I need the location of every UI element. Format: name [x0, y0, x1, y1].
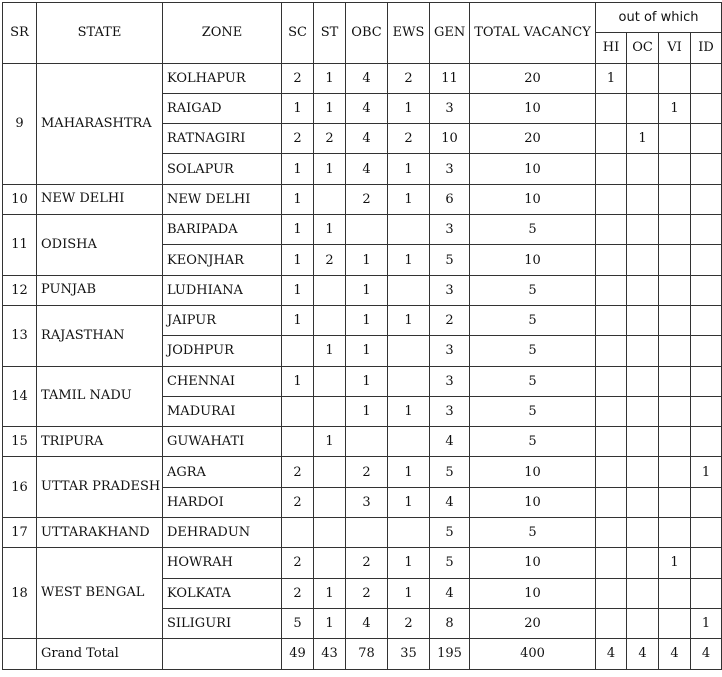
id-cell: [691, 427, 722, 457]
id-cell: 1: [691, 608, 722, 638]
grand-total-ews: 35: [388, 639, 430, 669]
ews-cell: [388, 336, 430, 366]
grand-total-id: 4: [691, 639, 722, 669]
ews-cell: 1: [388, 457, 430, 487]
oc-cell: [627, 336, 659, 366]
sc-cell: 5: [282, 608, 314, 638]
hi-cell: [596, 457, 627, 487]
gen-cell: 5: [430, 548, 470, 578]
header-vi: VI: [659, 33, 691, 63]
sr-cell: 15: [3, 427, 37, 457]
st-cell: [314, 275, 346, 305]
total-cell: 10: [470, 93, 596, 123]
sc-cell: [282, 396, 314, 426]
ews-cell: [388, 215, 430, 245]
zone-cell: RAIGAD: [163, 93, 282, 123]
hi-cell: [596, 518, 627, 548]
total-cell: 5: [470, 305, 596, 335]
sc-cell: 2: [282, 578, 314, 608]
hi-cell: [596, 154, 627, 184]
hi-cell: [596, 124, 627, 154]
st-cell: 1: [314, 608, 346, 638]
oc-cell: [627, 518, 659, 548]
sc-cell: 2: [282, 124, 314, 154]
id-cell: [691, 305, 722, 335]
sr-cell: 14: [3, 366, 37, 427]
gen-cell: 3: [430, 154, 470, 184]
header-total-vacancy: TOTAL VACANCY: [470, 3, 596, 64]
vi-cell: [659, 336, 691, 366]
gen-cell: 5: [430, 518, 470, 548]
gen-cell: 4: [430, 487, 470, 517]
sc-cell: 2: [282, 487, 314, 517]
st-cell: [314, 518, 346, 548]
hi-cell: [596, 215, 627, 245]
state-cell: ODISHA: [37, 215, 163, 276]
sc-cell: 1: [282, 215, 314, 245]
id-cell: [691, 124, 722, 154]
vi-cell: [659, 396, 691, 426]
hi-cell: [596, 336, 627, 366]
state-cell: NEW DELHI: [37, 184, 163, 214]
sc-cell: 1: [282, 366, 314, 396]
ews-cell: 1: [388, 93, 430, 123]
id-cell: 1: [691, 457, 722, 487]
id-cell: [691, 548, 722, 578]
zone-cell: KOLHAPUR: [163, 63, 282, 93]
oc-cell: [627, 184, 659, 214]
st-cell: 2: [314, 245, 346, 275]
total-cell: 10: [470, 154, 596, 184]
st-cell: 2: [314, 124, 346, 154]
total-cell: 20: [470, 63, 596, 93]
total-cell: 10: [470, 548, 596, 578]
total-cell: 5: [470, 275, 596, 305]
oc-cell: [627, 93, 659, 123]
ews-cell: 1: [388, 396, 430, 426]
id-cell: [691, 215, 722, 245]
id-cell: [691, 245, 722, 275]
total-cell: 5: [470, 427, 596, 457]
vi-cell: [659, 124, 691, 154]
header-ews: EWS: [388, 3, 430, 64]
st-cell: 1: [314, 63, 346, 93]
gen-cell: 3: [430, 93, 470, 123]
gen-cell: 3: [430, 275, 470, 305]
st-cell: 1: [314, 215, 346, 245]
vi-cell: [659, 184, 691, 214]
zone-cell: HARDOI: [163, 487, 282, 517]
sr-cell: 18: [3, 548, 37, 639]
sr-cell: 16: [3, 457, 37, 518]
header-sr: SR: [3, 3, 37, 64]
table-row: [3, 518, 722, 548]
state-cell: TRIPURA: [37, 427, 163, 457]
vi-cell: [659, 245, 691, 275]
state-cell: WEST BENGAL: [37, 548, 163, 639]
vi-cell: [659, 305, 691, 335]
zone-cell: JAIPUR: [163, 305, 282, 335]
hi-cell: [596, 366, 627, 396]
sc-cell: 1: [282, 93, 314, 123]
oc-cell: [627, 427, 659, 457]
id-cell: [691, 366, 722, 396]
ews-cell: 1: [388, 548, 430, 578]
vi-cell: [659, 366, 691, 396]
total-cell: 5: [470, 215, 596, 245]
vi-cell: [659, 215, 691, 245]
empty-cell: [3, 639, 37, 669]
st-cell: 1: [314, 93, 346, 123]
hi-cell: [596, 245, 627, 275]
oc-cell: [627, 608, 659, 638]
obc-cell: 3: [346, 487, 388, 517]
table-row: [3, 215, 722, 245]
sr-cell: 10: [3, 184, 37, 214]
zone-cell: DEHRADUN: [163, 518, 282, 548]
table-row: [3, 427, 722, 457]
grand-total-hi: 4: [596, 639, 627, 669]
oc-cell: [627, 366, 659, 396]
total-cell: 5: [470, 396, 596, 426]
state-cell: TAMIL NADU: [37, 366, 163, 427]
st-cell: 1: [314, 578, 346, 608]
ews-cell: 1: [388, 578, 430, 608]
id-cell: [691, 63, 722, 93]
sc-cell: [282, 518, 314, 548]
vi-cell: [659, 63, 691, 93]
total-cell: 5: [470, 336, 596, 366]
ews-cell: [388, 427, 430, 457]
obc-cell: 4: [346, 608, 388, 638]
vacancy-table: [2, 2, 722, 670]
gen-cell: 10: [430, 124, 470, 154]
header-id: ID: [691, 33, 722, 63]
hi-cell: [596, 93, 627, 123]
zone-cell: KOLKATA: [163, 578, 282, 608]
ews-cell: 2: [388, 63, 430, 93]
vi-cell: [659, 518, 691, 548]
ews-cell: 2: [388, 124, 430, 154]
obc-cell: [346, 215, 388, 245]
zone-cell: SILIGURI: [163, 608, 282, 638]
hi-cell: [596, 548, 627, 578]
oc-cell: [627, 215, 659, 245]
oc-cell: [627, 457, 659, 487]
zone-cell: JODHPUR: [163, 336, 282, 366]
state-cell: PUNJAB: [37, 275, 163, 305]
vi-cell: [659, 275, 691, 305]
ews-cell: 1: [388, 245, 430, 275]
header-state: STATE: [37, 3, 163, 64]
table-header: [3, 3, 722, 64]
gen-cell: 6: [430, 184, 470, 214]
vi-cell: [659, 427, 691, 457]
id-cell: [691, 336, 722, 366]
oc-cell: [627, 396, 659, 426]
grand-total-st: 43: [314, 639, 346, 669]
obc-cell: 2: [346, 578, 388, 608]
total-cell: 10: [470, 487, 596, 517]
ews-cell: [388, 275, 430, 305]
table-row: [3, 275, 722, 305]
total-cell: 5: [470, 366, 596, 396]
zone-cell: LUDHIANA: [163, 275, 282, 305]
sr-cell: 13: [3, 305, 37, 366]
obc-cell: 4: [346, 124, 388, 154]
grand-total-total: 400: [470, 639, 596, 669]
state-cell: UTTAR PRADESH: [37, 457, 163, 518]
obc-cell: [346, 427, 388, 457]
zone-cell: BARIPADA: [163, 215, 282, 245]
id-cell: [691, 578, 722, 608]
obc-cell: 2: [346, 548, 388, 578]
st-cell: 1: [314, 154, 346, 184]
header-oc: OC: [627, 33, 659, 63]
total-cell: 20: [470, 124, 596, 154]
oc-cell: [627, 245, 659, 275]
zone-cell: AGRA: [163, 457, 282, 487]
table-row: [3, 366, 722, 396]
header-st: ST: [314, 3, 346, 64]
ews-cell: 1: [388, 487, 430, 517]
id-cell: [691, 93, 722, 123]
obc-cell: 4: [346, 63, 388, 93]
header-zone: ZONE: [163, 3, 282, 64]
table-row: [3, 63, 722, 93]
gen-cell: 3: [430, 336, 470, 366]
ews-cell: 2: [388, 608, 430, 638]
total-cell: 10: [470, 184, 596, 214]
zone-cell: KEONJHAR: [163, 245, 282, 275]
grand-total-gen: 195: [430, 639, 470, 669]
sr-cell: 9: [3, 63, 37, 184]
header-out-of-which: out of which: [596, 3, 722, 33]
total-cell: 20: [470, 608, 596, 638]
hi-cell: [596, 275, 627, 305]
gen-cell: 3: [430, 396, 470, 426]
grand-total-sc: 49: [282, 639, 314, 669]
state-cell: UTTARAKHAND: [37, 518, 163, 548]
total-cell: 5: [470, 518, 596, 548]
id-cell: [691, 487, 722, 517]
hi-cell: [596, 184, 627, 214]
obc-cell: 1: [346, 366, 388, 396]
zone-cell: SOLAPUR: [163, 154, 282, 184]
vi-cell: 1: [659, 93, 691, 123]
state-cell: RAJASTHAN: [37, 305, 163, 366]
st-cell: [314, 487, 346, 517]
gen-cell: 11: [430, 63, 470, 93]
header-gen: GEN: [430, 3, 470, 64]
grand-total-oc: 4: [627, 639, 659, 669]
hi-cell: [596, 578, 627, 608]
obc-cell: 1: [346, 275, 388, 305]
sc-cell: 1: [282, 184, 314, 214]
sc-cell: 1: [282, 275, 314, 305]
total-cell: 10: [470, 457, 596, 487]
obc-cell: 2: [346, 184, 388, 214]
sr-cell: 12: [3, 275, 37, 305]
grand-total-label: Grand Total: [37, 639, 163, 669]
vi-cell: [659, 608, 691, 638]
id-cell: [691, 184, 722, 214]
vi-cell: [659, 457, 691, 487]
obc-cell: 1: [346, 305, 388, 335]
gen-cell: 4: [430, 578, 470, 608]
gen-cell: 3: [430, 215, 470, 245]
sc-cell: [282, 336, 314, 366]
header-sc: SC: [282, 3, 314, 64]
obc-cell: 2: [346, 457, 388, 487]
table-row: [3, 184, 722, 214]
gen-cell: 2: [430, 305, 470, 335]
state-cell: MAHARASHTRA: [37, 63, 163, 184]
oc-cell: [627, 154, 659, 184]
oc-cell: [627, 548, 659, 578]
obc-cell: 1: [346, 245, 388, 275]
st-cell: [314, 548, 346, 578]
header-obc: OBC: [346, 3, 388, 64]
st-cell: [314, 305, 346, 335]
sc-cell: 2: [282, 457, 314, 487]
sc-cell: 1: [282, 245, 314, 275]
st-cell: 1: [314, 427, 346, 457]
oc-cell: [627, 275, 659, 305]
id-cell: [691, 518, 722, 548]
hi-cell: [596, 487, 627, 517]
obc-cell: [346, 518, 388, 548]
zone-cell: RATNAGIRI: [163, 124, 282, 154]
grand-total-vi: 4: [659, 639, 691, 669]
hi-cell: [596, 608, 627, 638]
vi-cell: [659, 487, 691, 517]
vi-cell: [659, 154, 691, 184]
table-body: [3, 63, 722, 669]
hi-cell: [596, 396, 627, 426]
gen-cell: 8: [430, 608, 470, 638]
ews-cell: 1: [388, 305, 430, 335]
st-cell: 1: [314, 336, 346, 366]
st-cell: [314, 457, 346, 487]
oc-cell: [627, 487, 659, 517]
sc-cell: 2: [282, 63, 314, 93]
vi-cell: 1: [659, 548, 691, 578]
table-row: [3, 548, 722, 578]
id-cell: [691, 396, 722, 426]
zone-cell: NEW DELHI: [163, 184, 282, 214]
obc-cell: 4: [346, 93, 388, 123]
st-cell: [314, 184, 346, 214]
hi-cell: [596, 305, 627, 335]
sc-cell: 2: [282, 548, 314, 578]
header-hi: HI: [596, 33, 627, 63]
oc-cell: [627, 63, 659, 93]
sc-cell: 1: [282, 154, 314, 184]
gen-cell: 3: [430, 366, 470, 396]
ews-cell: [388, 518, 430, 548]
sr-cell: 11: [3, 215, 37, 276]
ews-cell: 1: [388, 184, 430, 214]
zone-cell: MADURAI: [163, 396, 282, 426]
total-cell: 10: [470, 578, 596, 608]
obc-cell: 1: [346, 336, 388, 366]
zone-cell: CHENNAI: [163, 366, 282, 396]
sc-cell: 1: [282, 305, 314, 335]
vi-cell: [659, 578, 691, 608]
oc-cell: [627, 305, 659, 335]
obc-cell: 4: [346, 154, 388, 184]
table-row: [3, 305, 722, 335]
total-cell: 10: [470, 245, 596, 275]
empty-cell: [163, 639, 282, 669]
gen-cell: 5: [430, 457, 470, 487]
gen-cell: 5: [430, 245, 470, 275]
id-cell: [691, 275, 722, 305]
sr-cell: 17: [3, 518, 37, 548]
sc-cell: [282, 427, 314, 457]
ews-cell: 1: [388, 154, 430, 184]
oc-cell: [627, 578, 659, 608]
id-cell: [691, 154, 722, 184]
hi-cell: 1: [596, 63, 627, 93]
ews-cell: [388, 366, 430, 396]
hi-cell: [596, 427, 627, 457]
zone-cell: HOWRAH: [163, 548, 282, 578]
oc-cell: 1: [627, 124, 659, 154]
grand-total-obc: 78: [346, 639, 388, 669]
obc-cell: 1: [346, 396, 388, 426]
table-row: [3, 457, 722, 487]
gen-cell: 4: [430, 427, 470, 457]
st-cell: [314, 396, 346, 426]
grand-total-row: [3, 639, 722, 669]
zone-cell: GUWAHATI: [163, 427, 282, 457]
st-cell: [314, 366, 346, 396]
